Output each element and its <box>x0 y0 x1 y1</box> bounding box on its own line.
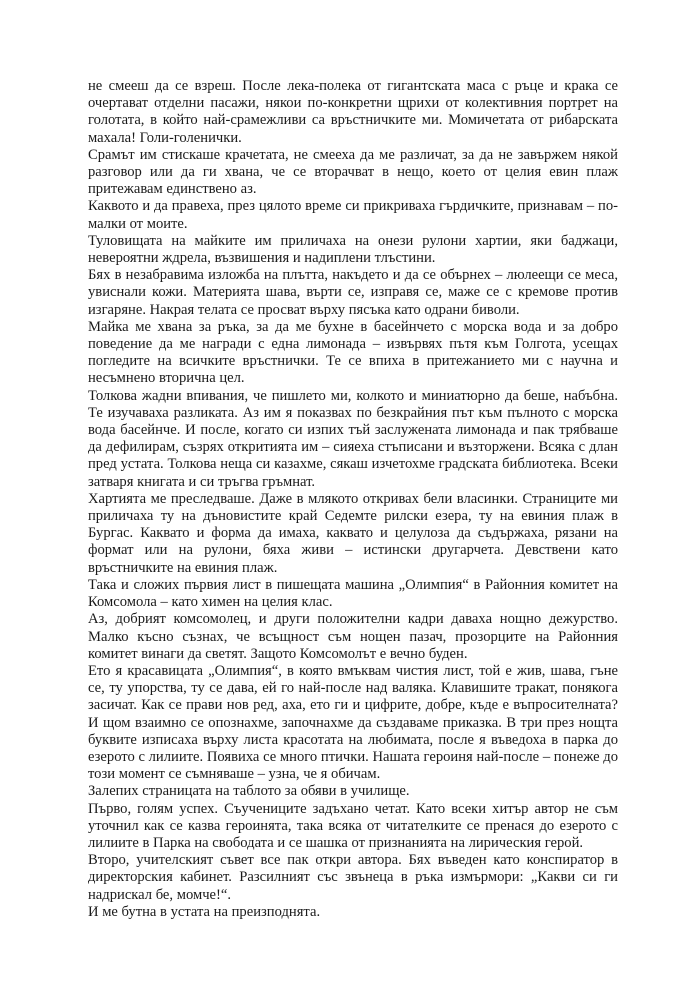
paragraph: Аз, добрият комсомолец, и други положителни кадри давахa нощно дежурство. Малко късно съзнах, че всъщност съм нощен пазач, прозорците на Районния комитет винаги да светят. Защото Комсомолът е вечно буден. <box>88 611 618 662</box>
paragraph: Ето я красавицата „Олимпия“, в която вмъквам чистия лист, той е жив, шава, гъне се, ту упорства, ту се дава, ей го най-после над валяка. Клавишите тракат, понякога засичат. Как се прави нов ред, аха, ето ги и цифрите, добре, къде е въпросителната? И щом взаимно се опознахме, започнахме да създаваме приказка. В три през нощта буквите изписаха върху листа красотата на любимата, после я въведоха в парка до езерото с лилиите. Появиха се много птички. Нашата героиня най-после – понеже до този момент се съмняваше – узна, че я обичам. <box>88 662 618 783</box>
paragraph: Второ, учителският съвет все пак откри автора. Бях въведен като конспиратор в директорския кабинет. Разсилният със звънеца в ръка измърмори: „Какви си ги надрискал бе, момче!“. <box>88 852 618 903</box>
paragraph: Срамът им стискаше крачетата, не смееха да ме различат, за да не завържем някой разговор или да ги хвана, че се вторачват в нещо, което от целия евин плаж притежавам единствено аз. <box>88 146 618 198</box>
paragraph: Залепих страницата на таблото за обяви в училище. <box>88 783 410 800</box>
paragraph: не смееш да се взреш. После лека-полека от гигантската маса с ръце и крака се очертават отделни пасажи, някои по-конкретни щрихи от колективния портрет на голотата, в който най-срамежливи са връстничките ми. Момичетата от рибарската махала! Голи-голенички. <box>88 78 618 146</box>
paragraph: Първо, голям успех. Съучениците задъхано четат. Като всеки хитър автор не съм уточнил как се казва героинята, така всяка от читателките се пренася до езерото с лилиите в Парка на свободата и се шашка от признанията на лирическия герой. <box>88 800 618 851</box>
paragraph: Хартията ме преследваше. Даже в млякото откривах бели власинки. Страниците ми приличаха ту на дъновистите край Седемте рилски езера, ту на евиния плаж в Бургас. Каквато и форма да имаха, каквато и целулоза да съдържаха, рязани на формат или на рулони, бяха живи – истински другарчета. Девствени като връстничките на евиния плаж. <box>88 490 618 576</box>
paragraph: И ме бутна в устата на преизподнята. <box>88 903 321 920</box>
document-body <box>88 78 618 921</box>
paragraph: Така и сложих първия лист в пишещата машина „Олимпия“ в Районния комитет на Комсомола – като химен на целия клас. <box>88 576 618 611</box>
paragraph: Толкова жадни впивания, че пишлето ми, колкото и миниатюрно да беше, набъбна. Те изучаваха разликата. Аз им я показвах по безкрайния път към пълното с морска вода басейнче. И после, когато си изпих тъй заслужената лимонада и пак трябваше да дефилирам, съзрях откритията им – сияеха стъписани и възторжени. Всяка с длан пред устата. Толкова неща си казахме, сякаш изчетохме градската библиотека. Всеки затваря книгата и си тръгва гръмнат. <box>88 387 618 490</box>
paragraph: Туловищата на майките им приличаха на онези рулони хартии, яки баджаци, невероятни ждрела, възвишения и надиплени тлъстини. <box>88 232 618 267</box>
paragraph: Майка ме хвана за ръка, за да ме бухне в басейнчето с морска вода и за добро поведение да ме награди с една лимонада – извървях пътя към Голгота, усещах погледите на всичките връстнички. Те се впиха в притежанието ми с научна и несъмнено вторична цел. <box>88 318 618 387</box>
paragraph: Каквото и да правеха, през цялото време си прикриваха гърдичките, признавам – по-малки от моите. <box>88 198 618 232</box>
paragraph: Бях в незабравима изложба на плътта, накъдето и да се обърнех – люлеещи се меса, увиснали кожи. Материята шава, върти се, изправя се, маже се с кремове против изгаряне. Накрая телата се просват върху пясъка като одрани биволи. <box>88 267 618 318</box>
